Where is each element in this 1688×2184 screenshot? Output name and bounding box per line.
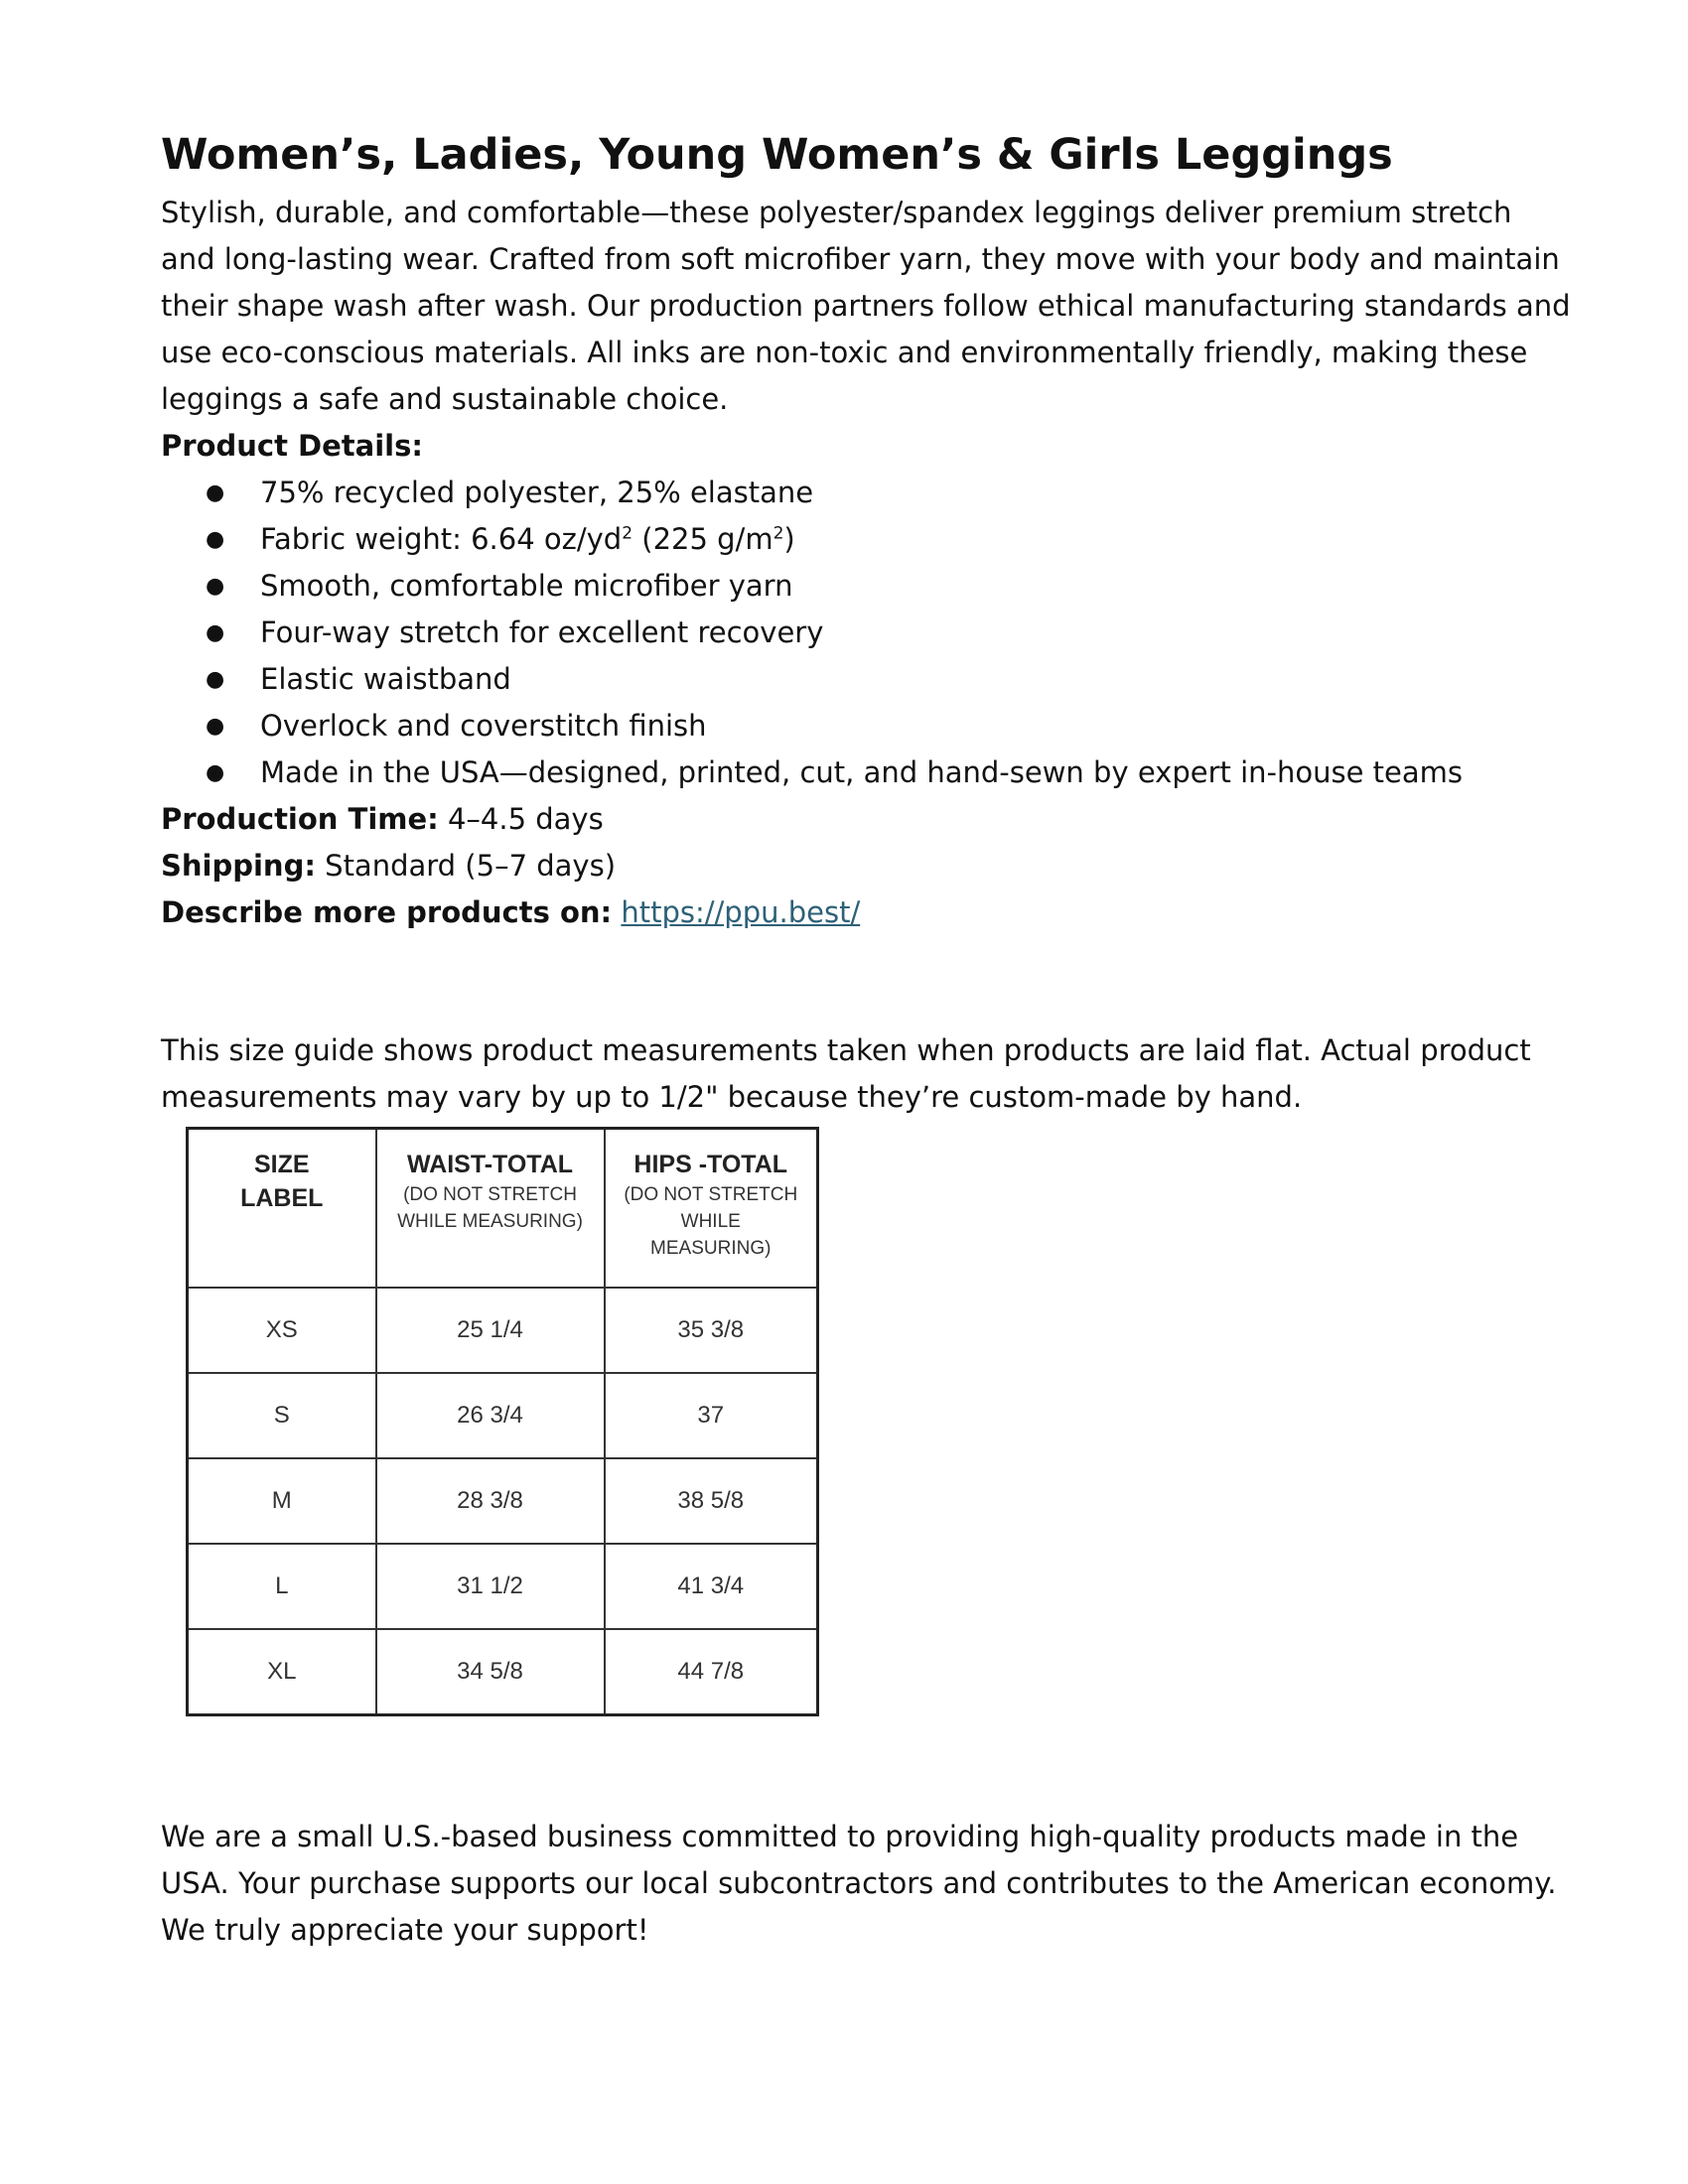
list-item: ● Smooth, comfortable microfiber yarn: [161, 563, 1571, 610]
details-heading: Product Details:: [161, 429, 423, 463]
cell-waist: 28 3/8: [376, 1458, 605, 1544]
bullet-icon: ●: [206, 480, 225, 505]
list-item: ● Fabric weight: 6.64 $oz/yd^2$ (225 $g/m^2$): [161, 516, 1571, 563]
cell-size: L: [188, 1544, 376, 1629]
table-row: [188, 1544, 818, 1629]
closing-paragraph: We are a small U.S.-based business committed to providing high-quality products made in the USA. Your purchase supports our local subcontractors and contributes to the American economy. We truly appreciate your support!: [161, 1819, 1557, 1947]
list-item: ● 75% recycled polyester, 25% elastane: [161, 470, 1571, 516]
list-item: ● Elastic waistband: [161, 656, 1571, 703]
cell-size: XS: [188, 1288, 376, 1373]
cell-size: M: [188, 1458, 376, 1544]
cell-waist: 26 3/4: [376, 1373, 605, 1458]
table-row: [188, 1288, 818, 1373]
list-item: ● Overlock and coverstitch finish: [161, 703, 1571, 750]
production-time: Production Time: 4–4.5 days: [161, 802, 604, 836]
table-row: [188, 1629, 818, 1715]
list-item: ● Four-way stretch for excellent recovery: [161, 610, 1571, 656]
bullet-icon: ●: [206, 574, 225, 599]
cell-hips: 38 5/8: [605, 1458, 818, 1544]
more-products: Describe more products on: https://ppu.best/: [161, 895, 861, 929]
details-list: [161, 470, 1571, 796]
cell-size: XL: [188, 1629, 376, 1715]
bullet-icon: ●: [206, 760, 225, 785]
bullet-icon: ●: [206, 527, 225, 552]
cell-waist: 25 1/4: [376, 1288, 605, 1373]
list-item: ● Made in the USA—designed, printed, cut, and hand-sewn by expert in-house teams: [161, 750, 1571, 796]
bullet-icon: ●: [206, 714, 225, 739]
cell-hips: 44 7/8: [605, 1629, 818, 1715]
cell-size: S: [188, 1373, 376, 1458]
product-title: Women’s, Ladies, Young Women’s & Girls Leggings: [161, 130, 1393, 180]
cell-hips: 37: [605, 1373, 818, 1458]
table-header-row: [188, 1129, 818, 1288]
document-page: [161, 124, 1571, 1982]
header-size: SIZE LABEL: [188, 1129, 376, 1288]
cell-hips: 35 3/8: [605, 1288, 818, 1373]
size-table: [186, 1127, 819, 1716]
cell-waist: 34 5/8: [376, 1629, 605, 1715]
bullet-icon: ●: [206, 620, 225, 645]
shipping-info: Shipping: Standard (5–7 days): [161, 849, 617, 883]
table-row: [188, 1458, 818, 1544]
cell-waist: 31 1/2: [376, 1544, 605, 1629]
table-row: [188, 1373, 818, 1458]
size-guide-text: This size guide shows product measurements taken when products are laid flat. Actual product measurements may vary by up to 1/2" because they’re custom-made by hand.: [161, 1033, 1531, 1114]
store-link[interactable]: https://ppu.best/: [621, 895, 861, 929]
intro-paragraph: Stylish, durable, and comfortable—these polyester/spandex leggings deliver premium stretch and long-lasting wear. Crafted from soft microfiber yarn, they move with your body and maintain their shape wash after wash. Our production partners follow ethical manufacturing standards and use eco-conscious materials. All inks are non-toxic and environmentally friendly, making these leggings a safe and sustainable choice.: [161, 196, 1571, 416]
header-hips: HIPS -TOTAL (DO NOT STRETCH WHILE MEASURING): [605, 1129, 818, 1288]
bullet-icon: ●: [206, 667, 225, 692]
cell-hips: 41 3/4: [605, 1544, 818, 1629]
header-waist: WAIST-TOTAL (DO NOT STRETCH WHILE MEASURING): [376, 1129, 605, 1288]
